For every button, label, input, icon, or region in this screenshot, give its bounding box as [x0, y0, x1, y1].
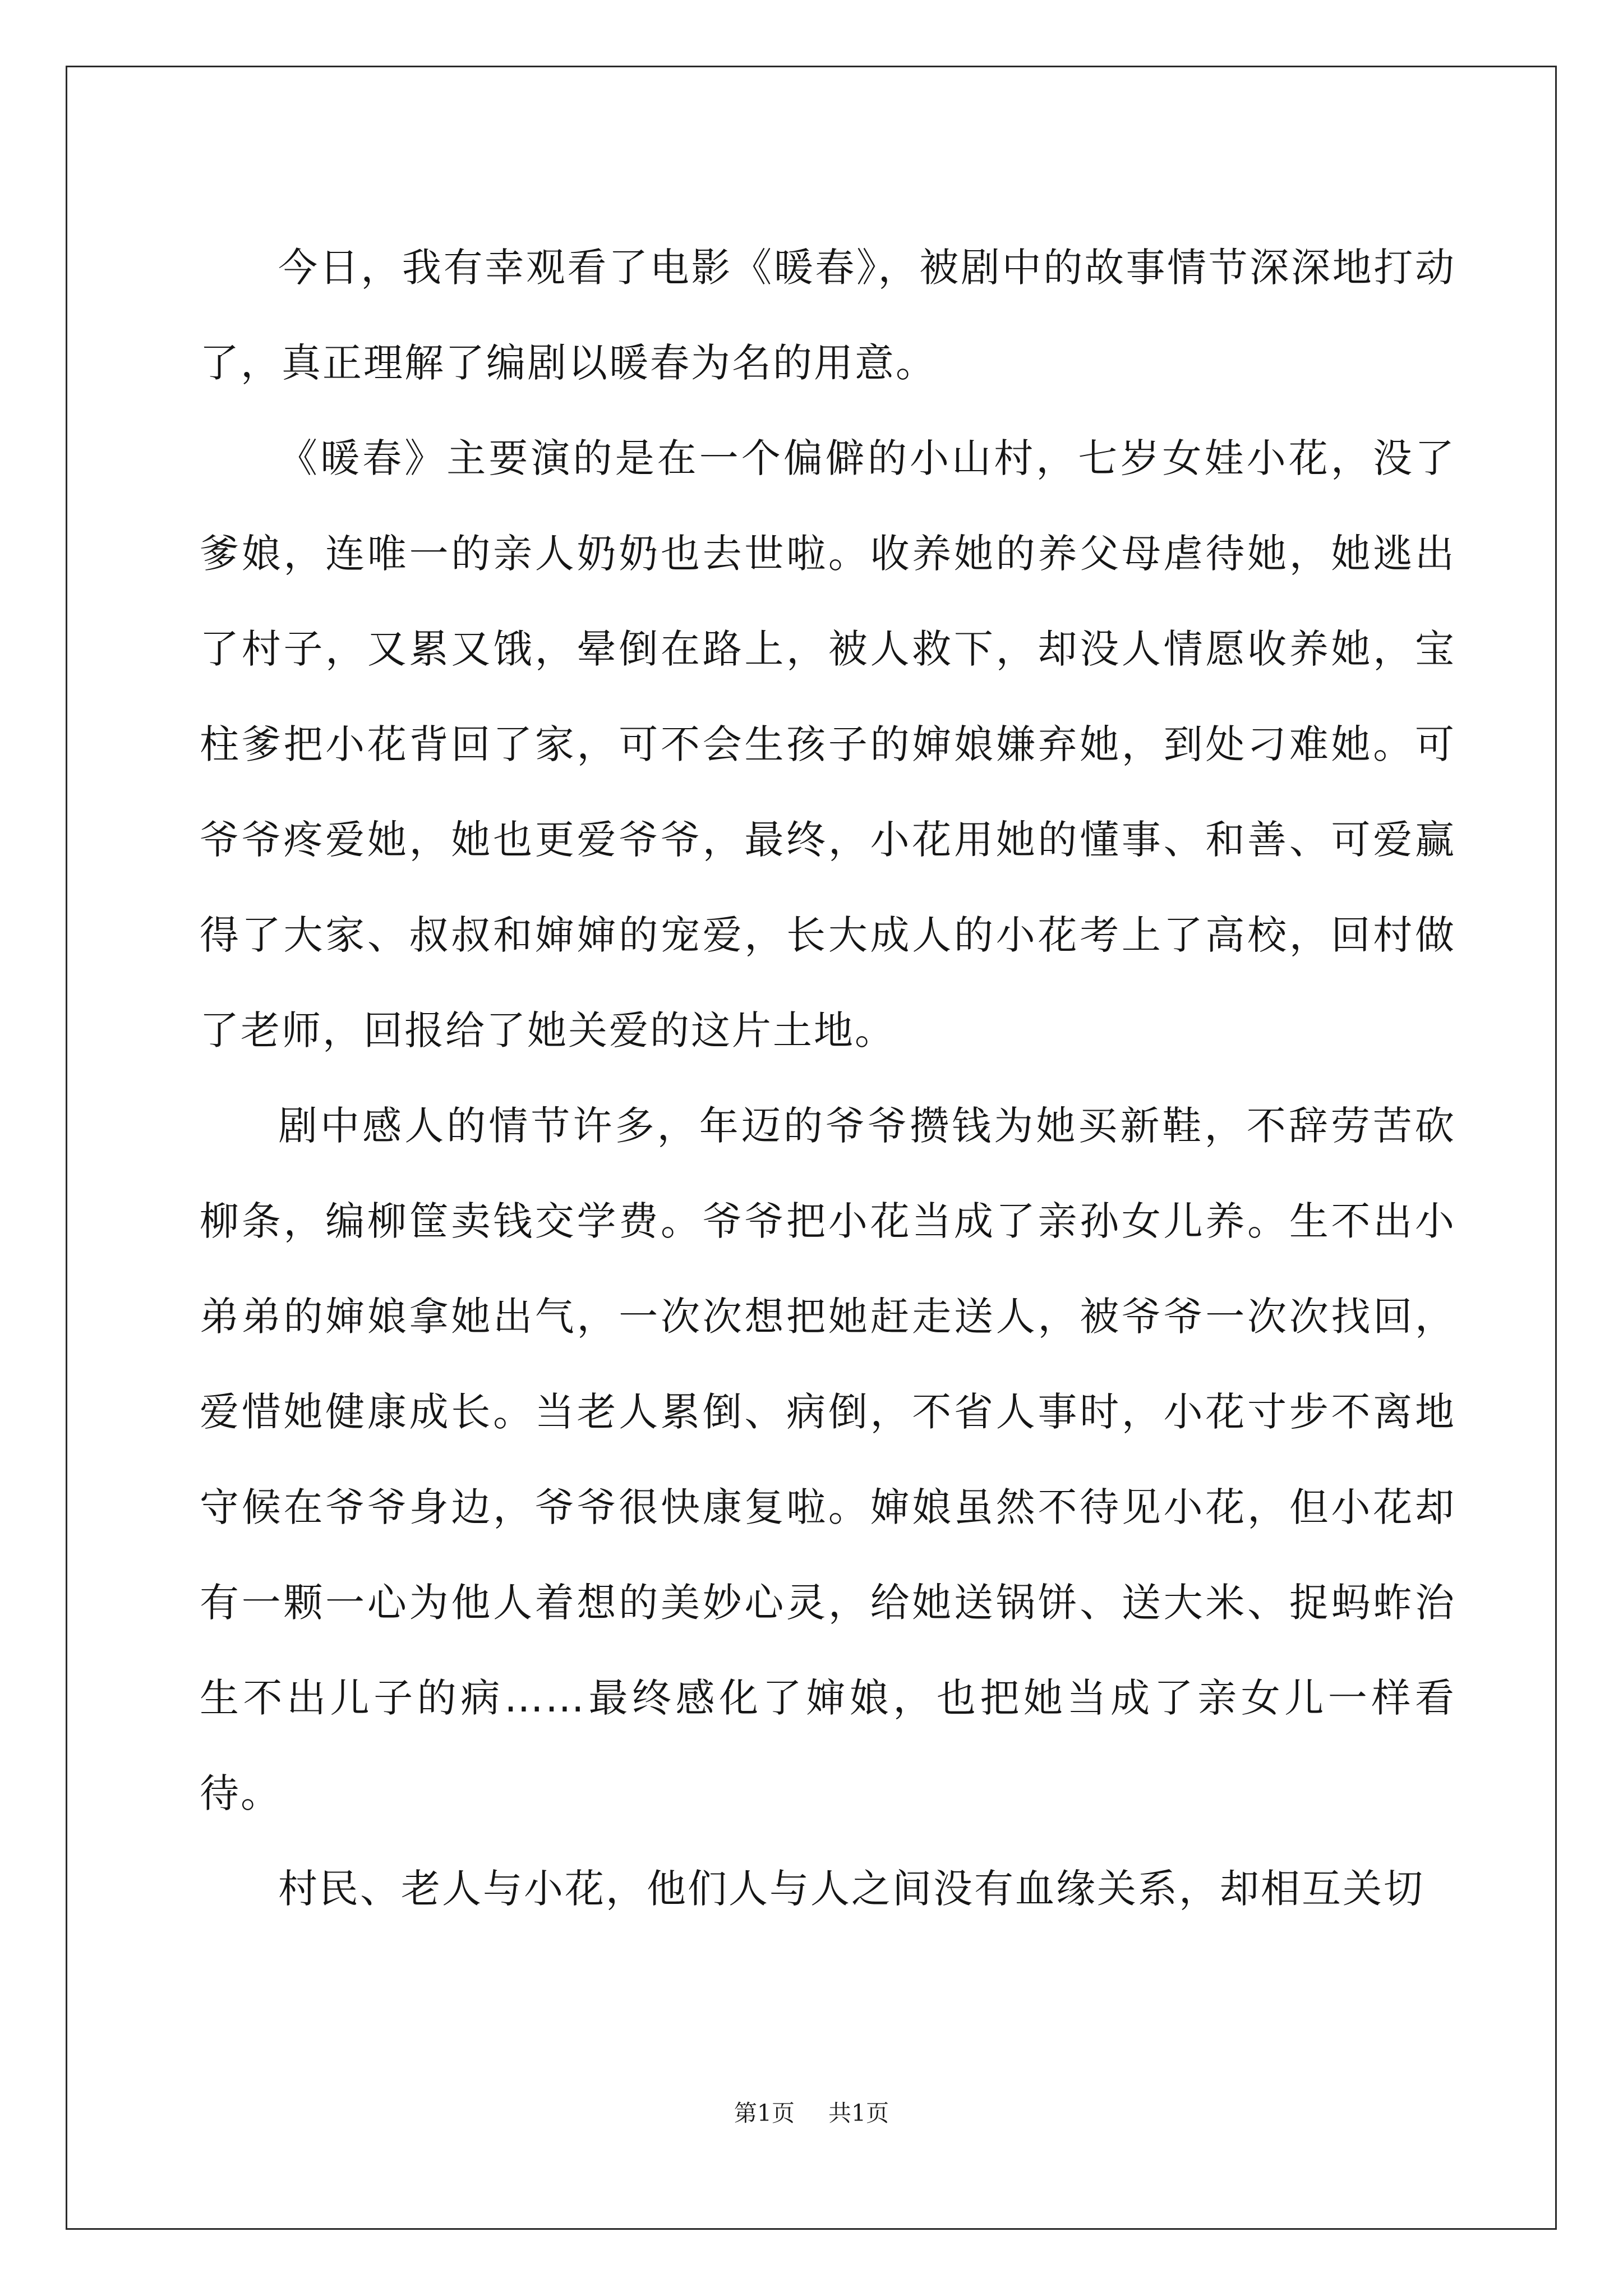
paragraph-2: 《暖春》主要演的是在一个偏僻的小山村，七岁女娃小花，没了爹娘，连唯一的亲人奶奶也去世啦。收养她的养父母虐待她，她逃出了村子，又累又饿，晕倒在路上，被人救下，却没人情愿收养她，宝柱爹把小花背回了家，可不会生孩子的婶娘嫌弃她，到处刁难她。可爷爷疼爱她，她也更爱爷爷，最终，小花用她的懂事、和善、可爱赢得了大家、叔叔和婶婶的宠爱，长大成人的小花考上了高校，回村做了老师，回报给了她关爱的这片土地。	[200, 435, 1456, 1053]
document-body	[200, 220, 1456, 1936]
page-footer	[0, 2095, 1623, 2128]
paragraph-1: 今日，我有幸观看了电影《暖春》，被剧中的故事情节深深地打动了，真正理解了编剧以暖春为名的用意。	[200, 245, 1456, 386]
paragraph-3: 剧中感人的情节许多，年迈的爷爷攒钱为她买新鞋，不辞劳苦砍柳条，编柳筐卖钱交学费。爷爷把小花当成了亲孙女儿养。生不出小弟弟的婶娘拿她出气，一次次想把她赶走送人，被爷爷一次次找回，爱惜她健康成长。当老人累倒、病倒，不省人事时，小花寸步不离地守候在爷爷身边，爷爷很快康复啦。婶娘虽然不待见小花，但小花却有一颗一心为他人着想的美妙心灵，给她送锅饼、送大米、捉蚂蚱治生不出儿子的病……最终感化了婶娘，也把她当成了亲女儿一样看待。	[200, 1103, 1456, 1816]
page-number: 第1页	[734, 2100, 795, 2127]
paragraph-4: 村民、老人与小花，他们人与人之间没有血缘关系，却相互关切	[278, 1866, 1424, 1912]
page-total: 共1页	[828, 2100, 889, 2127]
